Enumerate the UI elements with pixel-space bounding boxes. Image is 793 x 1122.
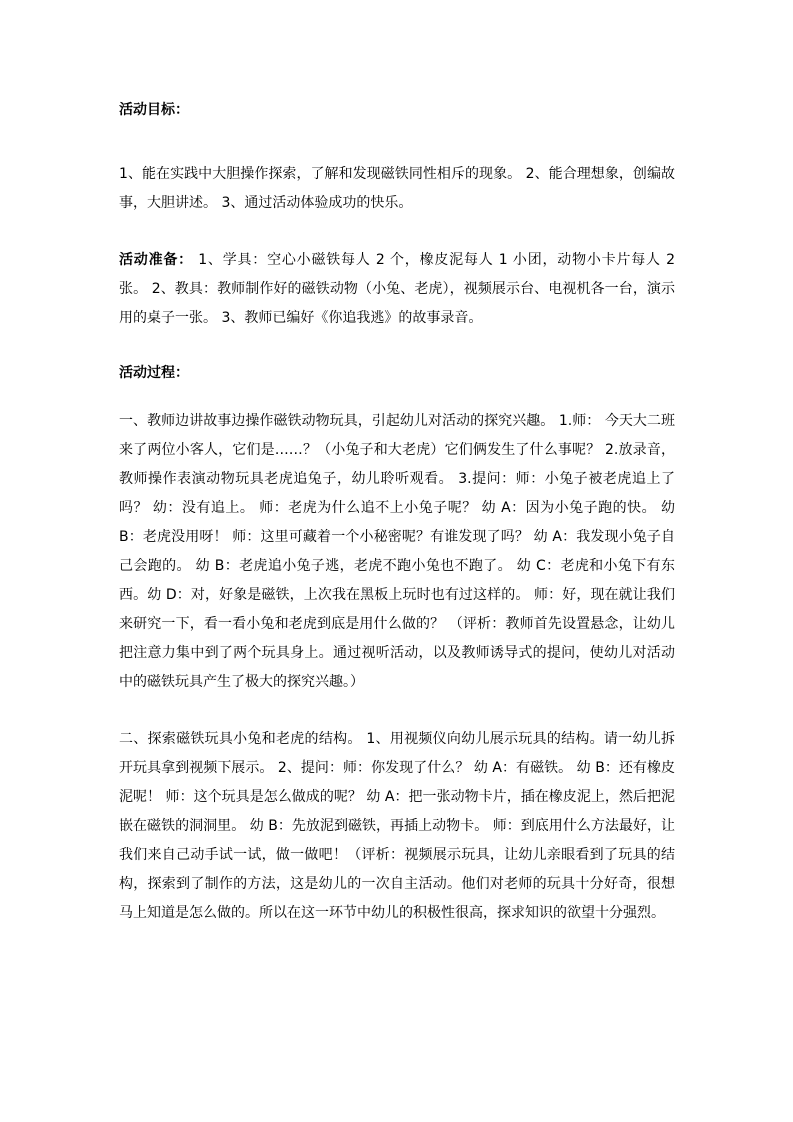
spacer xyxy=(119,383,675,407)
preparation-paragraph xyxy=(119,246,675,333)
process-part-two: 二、探索磁铁玩具小兔和老虎的结构。 1、用视频仪向幼儿展示玩具的结构。请一幼儿拆开玩具拿到视频下展示。 2、提问：师：你发现了什么？ 幼 A：有磁铁。 幼 B：还有橡皮泥呢！ 师：这个玩具是怎么做成的呢？ 幼 A：把一张动物卡片，插在橡皮泥上，然后把泥嵌在磁铁的洞洞里。 幼 B：先放泥到磁铁，再插上动物卡。 师：到底用什么方法最好，让我们来自己动手试一试，做一做吧！（评析：视频展示玩具，让幼儿亲眼看到了玩具的结构，探索到了制作的方法，这是幼儿的一次自主活动。他们对老师的玩具十分好奇，很想马上知道是怎么做的。所以在这一环节中幼儿的积极性很高，探求知识的欲望十分强烈。 xyxy=(119,731,675,921)
process-part-one: 一、教师边讲故事边操作磁铁动物玩具，引起幼儿对活动的探究兴趣。 1.师： 今天大二班来了两位小客人，它们是……？（小兔子和大老虎）它们俩发生了什么事呢？ 2.放录音，教师操作表演动物玩具老虎追兔子，幼儿聆听观看。 3.提问：师：小兔子被老虎追上了吗？ 幼：没有追上。 师：老虎为什么追不上小兔子呢？ 幼 A：因为小兔子跑的快。 幼 B：老虎没用呀！ 师：这里可藏着一个小秘密呢？有谁发现了吗？ 幼 A：我发现小兔子自己会跑的。 幼 B：老虎追小兔子逃，老虎不跑小兔也不跑了。 幼 C：老虎和小兔下有东西。幼 D：对，好象是磁铁，上次我在黑板上玩时也有过这样的。 师：好，现在就让我们来研究一下，看一看小兔和老虎到底是用什么做的？ （评析：教师首先设置悬念，让幼儿把注意力集中到了两个玩具身上。通过视听活动，以及教师诱导式的提问，使幼儿对活动中的磁铁玩具产生了极大的探究兴趣。） xyxy=(119,413,675,690)
spacer xyxy=(119,120,675,160)
document-body xyxy=(119,100,675,928)
goals-paragraph: 1、能在实践中大胆操作探索，了解和发现磁铁同性相斥的现象。 2、能合理想象，创编故事，大胆讲述。 3、通过活动体验成功的快乐。 xyxy=(119,166,675,211)
spacer xyxy=(119,333,675,363)
spacer xyxy=(119,697,675,725)
preparation-label: 活动准备： xyxy=(119,252,193,268)
spacer xyxy=(119,218,675,246)
goals-heading: 活动目标： xyxy=(119,102,189,118)
preparation-text: 1、学具：空心小磁铁每人 2 个，橡皮泥每人 1 小团，动物小卡片每人 2 张。 2、教具：教师制作好的磁铁动物（小兔、老虎），视频展示台、电视机各一台，演示用的桌子一张。 3、教师已编好《你追我逃》的故事录音。 xyxy=(119,252,675,326)
process-heading: 活动过程： xyxy=(119,365,189,381)
